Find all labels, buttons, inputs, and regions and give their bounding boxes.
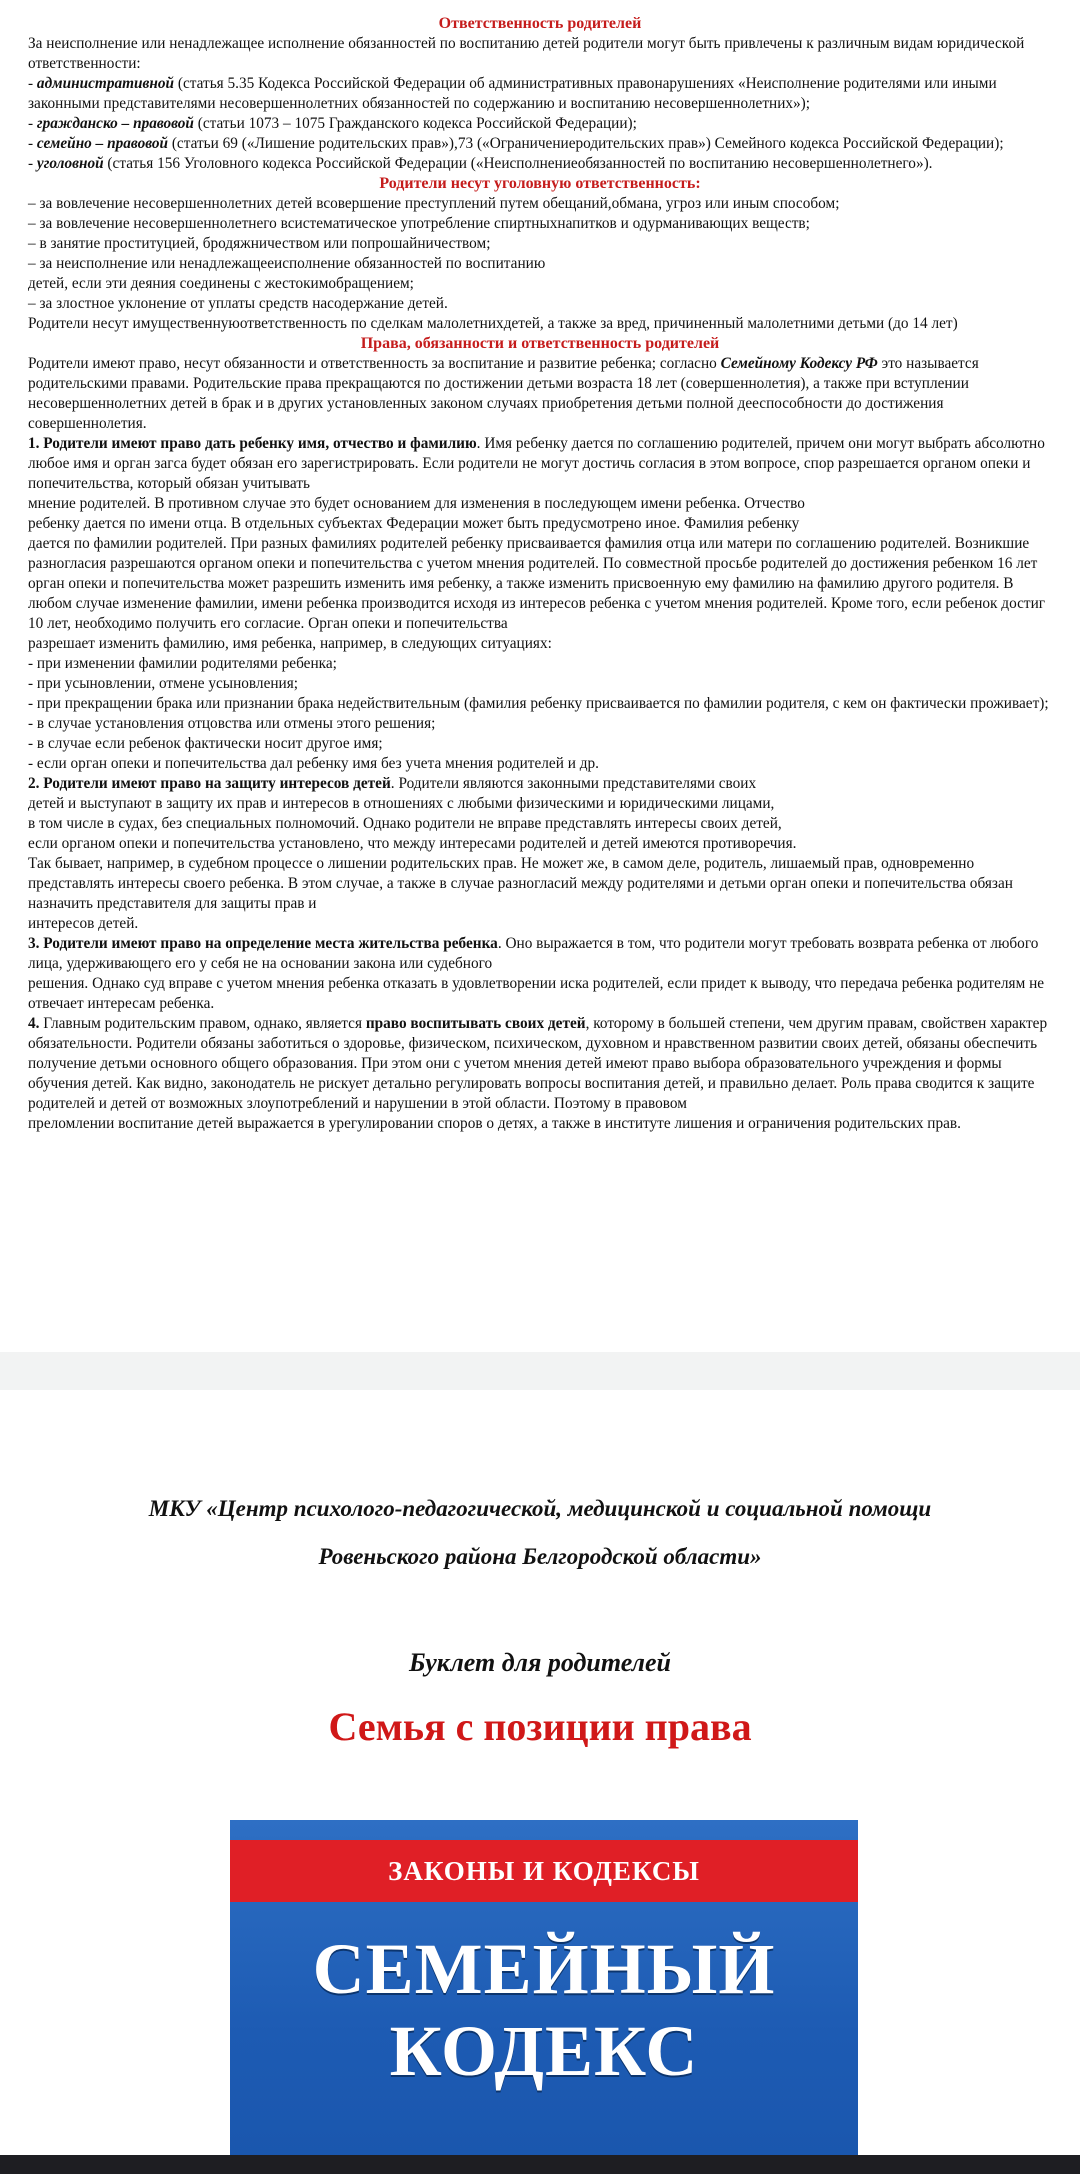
organization-line-1: МКУ «Центр психолого-педагогической, медицинской и социальной помощи <box>148 1496 932 1521</box>
list-item: - административной (статья 5.35 Кодекса Российской Федерации об административных правонарушениях «Неисполнение родителями или иными законными представителями несовершеннолетних обязанностей по содержанию и воспитанию несовершеннолетних»); <box>28 75 997 112</box>
list-item: – за неисполнение или ненадлежащееисполнение обязанностей по воспитанию <box>28 255 546 272</box>
list-item: - гражданско – правовой (статьи 1073 – 1075 Гражданского кодекса Российской Федерации); <box>28 115 637 132</box>
paragraph: За неисполнение или ненадлежащее исполнение обязанностей по воспитанию детей родители могут быть привлечены к различным видам юридической ответственности: <box>28 35 1025 72</box>
paragraph: если органом опеки и попечительства установлено, что между интересами родителей и детей имеются противоречия. <box>28 835 797 852</box>
paragraph: ребенку дается по имени отца. В отдельных субъектах Федерации может быть предусмотрено иное. Фамилия ребенку <box>28 515 800 532</box>
book-title-line-2: КОДЕКС <box>389 2011 699 2091</box>
section-4: 4. Главным родительским правом, однако, является право воспитывать своих детей, которому в большей степени, чем другим правам, свойствен характер обязательности. Родители обязаны заботиться о здоровье, физическом, психическом, духовном и нравственном развитии своих детей, обязаны обеспечить получение детьми основного общего образования. При этом они с учетом мнения детей имеют право выбора образовательного учреждения и формы обучения детей. Как видно, законодатель не рискует детально регулировать вопросы воспитания детей, и правильно делает. Роль права сводится к защите родителей и детей от возможных злоупотреблений и нарушении в этой области. Поэтому в правовом <box>28 1015 1048 1112</box>
booklet-subtitle: Буклет для родителей <box>409 1648 671 1677</box>
paragraph: Так бывает, например, в судебном процессе о лишении родительских прав. Не может же, в самом деле, родитель, лишаемый прав, одновременно представлять интересы своего ребенка. В этом случае, а также в случае разногласий между родителями и детьми орган опеки и попечительства обязан назначить представителя для защиты прав и <box>28 855 1013 912</box>
heading-rights-duties: Права, обязанности и ответственность родителей <box>360 335 720 352</box>
list-item: – за злостное уклонение от уплаты средств насодержание детей. <box>28 295 448 312</box>
paragraph: разрешает изменить фамилию, имя ребенка, например, в следующих ситуациях: <box>28 635 552 652</box>
paragraph: интересов детей. <box>28 915 139 932</box>
paragraph: Родители имеют право, несут обязанности и ответственность за воспитание и развитие ребенка; согласно Семейному Кодексу РФ это называется родительскими правами. Родительские права прекращаются по достижении детьми возраста 18 лет (совершеннолетия), а также при вступлении несовершеннолетних детей в брак и в других установленных законом случаях приобретения детьми полной дееспособности до достижения совершеннолетия. <box>28 355 979 432</box>
list-item: - в случае установления отцовства или отмены этого решения; <box>28 715 436 732</box>
paragraph: решения. Однако суд вправе с учетом мнения ребенка отказать в удовлетворении иска родителей, если придет к выводу, что передача ребенка родителям не отвечает интересам ребенка. <box>28 975 1045 1012</box>
book-title-line-1: СЕМЕЙНЫЙ <box>312 1929 776 2009</box>
section-1: 1. Родители имеют право дать ребенку имя, отчество и фамилию. Имя ребенку дается по соглашению родителей, причем они могут выбрать абсолютно любое имя и орган загса будет обязан его зарегистрировать. Если родители не могут достичь согласия в этом вопросе, спор разрешается органом опеки и попечительства, который обязан учитывать <box>28 435 1045 492</box>
list-item: - при прекращении брака или признании брака недействительным (фамилия ребенку присваивается по фамилии родителя, с кем он фактически проживает); <box>28 695 1049 712</box>
list-item: - в случае если ребенок фактически носит другое имя; <box>28 735 383 752</box>
book-band: ЗАКОНЫ И КОДЕКСЫ <box>230 1840 858 1902</box>
list-item: – в занятие проституцией, бродяжничеством или попрошайничеством; <box>28 235 491 252</box>
heading-criminal-liability: Родители несут уголовную ответственность: <box>379 175 701 192</box>
paragraph: дается по фамилии родителей. При разных фамилиях родителей ребенку присваивается фамилия отца или матери по соглашению родителей. Возникшие разногласия разрешаются органом опеки и попечительства с учетом мнения родителей. По совместной просьбе родителей до достижения ребенком 16 лет орган опеки и попечительства может разрешить изменить имя ребенку, а также изменить присвоенную ему фамилию на фамилию другого родителя. В любом случае изменение фамилии, имени ребенка производится исходя из интересов ребенка с учетом мнения родителей. Кроме того, если ребенок достиг 10 лет, необходимо получить его согласие. Орган опеки и попечительства <box>28 535 1046 632</box>
family-code-book-cover-image <box>230 1820 858 2174</box>
organization-line-2: Ровеньского района Белгородской области» <box>318 1544 762 1569</box>
viewer-bottom-bar <box>0 2155 1080 2174</box>
list-item: - семейно – правовой (статьи 69 («Лишение родительских прав»),73 («Ограничениеродительских прав») Семейного кодекса Российской Федерации); <box>28 135 1004 152</box>
booklet-title: Семья с позиции права <box>328 1704 752 1749</box>
page-separator <box>0 1352 1080 1390</box>
section-3: 3. Родители имеют право на определение места жительства ребенка. Оно выражается в том, что родители могут требовать возврата ребенка от любого лица, удерживающего его у себя не на основании закона или судебного <box>28 935 1039 972</box>
paragraph: в том числе в судах, без специальных полномочий. Однако родители не вправе представлять интересы своих детей, <box>28 815 782 832</box>
document-text <box>28 14 1052 1134</box>
section-2: 2. Родители имеют право на защиту интересов детей. Родители являются законными представителями своих <box>28 775 757 792</box>
list-item: – за вовлечение несовершеннолетнего всистематическое употребление спиртныхнапитков и одурманивающих веществ; <box>28 215 810 232</box>
list-item: - при изменении фамилии родителями ребенка; <box>28 655 337 672</box>
list-item: – за вовлечение несовершеннолетних детей всовершение преступлений путем обещаний,обмана, угроз или иным способом; <box>28 195 840 212</box>
list-item: - при усыновлении, отмене усыновления; <box>28 675 299 692</box>
paragraph: детей и выступают в защиту их прав и интересов в отношениях с любыми физическими и юридическими лицами, <box>28 795 775 812</box>
list-item: детей, если эти деяния соединены с жестокимобращением; <box>28 275 414 292</box>
paragraph: Родители несут имущественнуюответственность по сделкам малолетнихдетей, а также за вред, причиненный малолетними детьми (до 14 лет) <box>28 315 958 332</box>
paragraph: преломлении воспитание детей выражается в урегулировании споров о детях, а также в институте лишения и ограничения родительских прав. <box>28 1115 961 1132</box>
document-page-2 <box>0 1390 1080 2174</box>
list-item: - если орган опеки и попечительства дал ребенку имя без учета мнения родителей и др. <box>28 755 599 772</box>
heading-parent-responsibility: Ответственность родителей <box>438 15 642 32</box>
paragraph: мнение родителей. В противном случае это будет основанием для изменения в последующем имени ребенка. Отчество <box>28 495 805 512</box>
list-item: - уголовной (статья 156 Уголовного кодекса Российской Федерации («Неисполнениеобязанностей по воспитанию несовершеннолетнего»). <box>28 155 933 172</box>
